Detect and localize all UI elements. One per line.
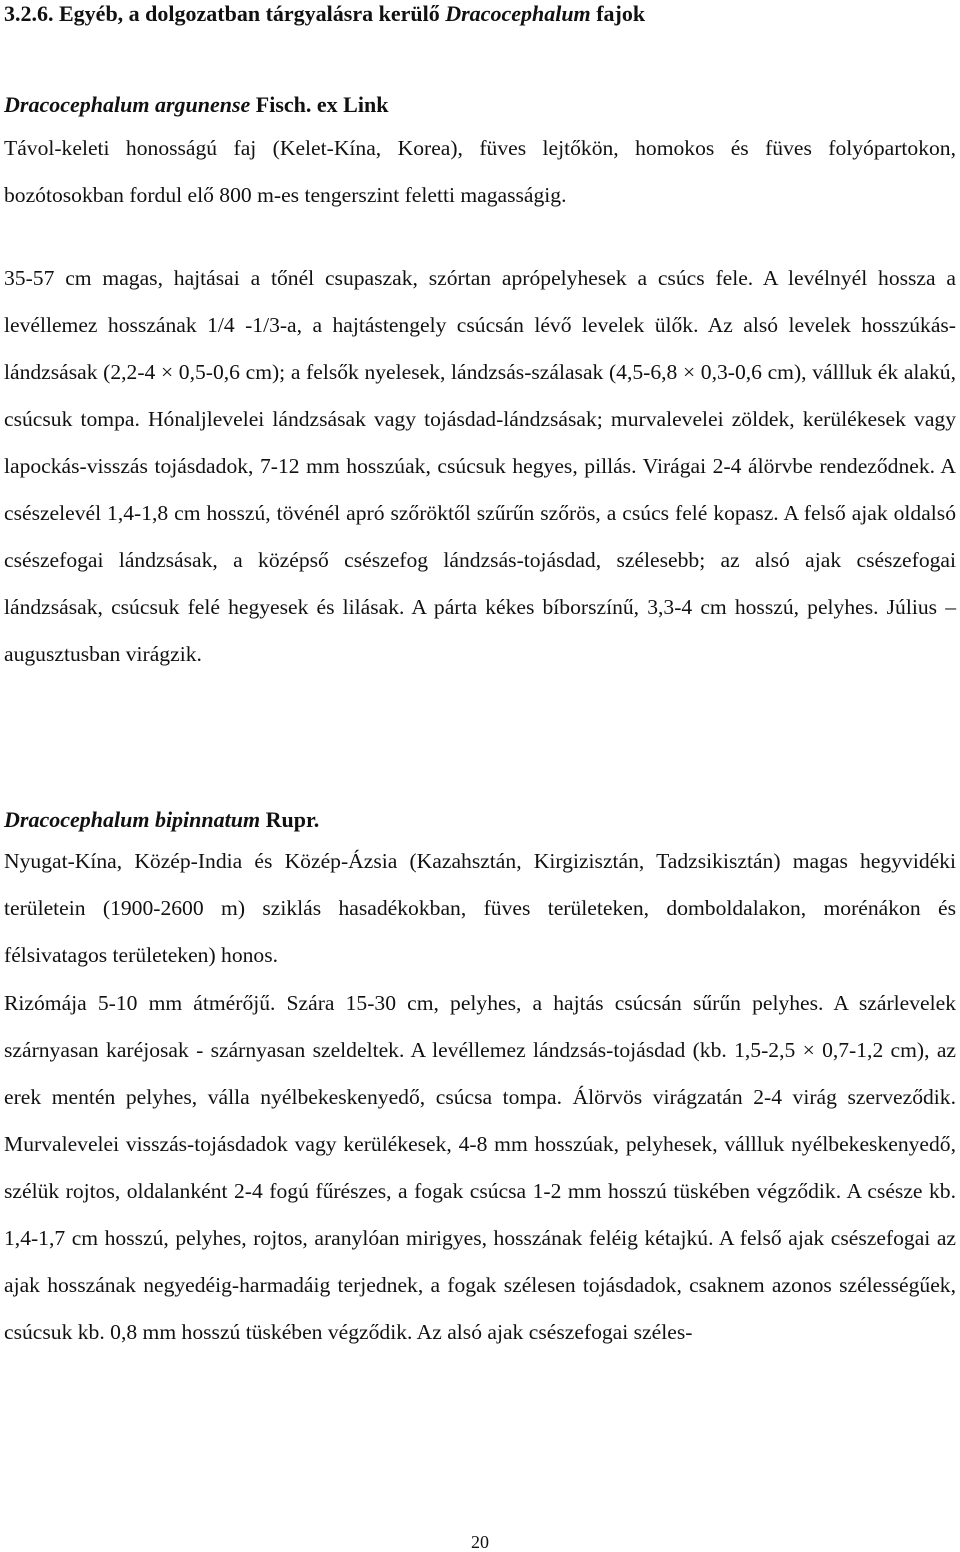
species-author: Fisch. ex Link: [255, 92, 389, 117]
species-title: [4, 806, 956, 834]
species-title: [4, 91, 956, 119]
page-number: 20: [471, 1532, 489, 1552]
species-latin-name: Dracocephalum bipinnatum: [4, 807, 261, 832]
species-author: Rupr.: [265, 807, 320, 832]
heading-number: 3.2.6.: [4, 1, 54, 26]
section-heading: [4, 0, 956, 28]
species-latin-name: Dracocephalum argunense: [4, 92, 251, 117]
paragraph-distribution: Nyugat-Kína, Közép-India és Közép-Ázsia (Kazahsztán, Kirgizisztán, Tadzsikisztán) magas hegyvidéki területein (1900-2600 m) sziklás hasadékokban, füves területeken, domboldalakon, morénákon és félsivatagos területeken) honos.: [4, 849, 956, 967]
paragraph-description: 35-57 cm magas, hajtásai a tőnél csupaszak, szórtan aprópelyhesek a csúcs fele. A levélnyél hossza a levéllemez hosszának 1/4 -1/3-a, a hajtástengely csúcsán lévő levelek ülők. Az alsó levelek hosszúkás-lándzsásak (2,2-4 × 0,5-0,6 cm); a felsők nyelesek, lándzsás-szálasak (4,5-6,8 × 0,3-0,6 cm), vállluk ék alakú, csúcsuk tompa. Hónaljlevelei lándzsásak vagy tojásdad-lándzsásak; murvalevelei zöldek, kerülékesek vagy lapockás-visszás tojásdadok, 7-12 mm hosszúak, csúcsuk hegyes, pillás. Virágai 2-4 álörvbe rendeződnek. A csészelevél 1,4-1,8 cm hosszú, tövénél apró szőröktől szűrűn szőrös, a csúcs felé kopasz. A felső ajak oldalsó csészefogai lándzsásak, a középső csészefog lándzsás-tojásdad, szélesebb; az alsó ajak csészefogai lándzsásak, csúcsuk felé hegyesek és lilásak. A párta kékes bíborszínű, 3,3-4 cm hosszú, pelyhes. Július – augusztusban virágzik.: [4, 266, 956, 666]
heading-text: Egyéb, a dolgozatban tárgyalásra kerülő: [59, 1, 440, 26]
paragraph-description: Rizómája 5-10 mm átmérőjű. Szára 15-30 cm, pelyhes, a hajtás csúcsán sűrűn pelyhes. A szárlevelek szárnyasan karéjosak - szárnyasan szeldeltek. A levéllemez lándzsás-tojásdad (kb. 1,5-2,5 × 0,7-1,2 cm), az erek mentén pelyhes, válla nyélbekeskenyedő, csúcsa tompa. Álörvös virágzatán 2-4 virág szerveződik. Murvalevelei visszás-tojásdadok vagy kerülékesek, 4-8 mm hosszúak, pelyhesek, vállluk nyélbekeskenyedő, szélük rojtos, oldalanként 2-4 fogú fűrészes, a fogak csúcsa 1-2 mm hosszú tüskében végződik. A csésze kb. 1,4-1,7 cm hosszú, pelyhes, rojtos, aranylóan mirigyes, hosszának feléig kétajkú. A felső ajak csészefogai az ajak hosszának negyedéig-harmadáig terjednek, a fogak szélesen tojásdadok, csaknem azonos szélességűek, csúcsuk kb. 0,8 mm hosszú tüskében végződik. Az alsó ajak csészefogai széles-: [4, 991, 956, 1344]
heading-latin: Dracocephalum: [445, 1, 591, 26]
paragraph-distribution: Távol-keleti honosságú faj (Kelet-Kína, Korea), füves lejtőkön, homokos és füves folyópartokon, bozótosokban fordul elő 800 m-es tengerszint feletti magasságig.: [4, 136, 956, 207]
heading-text-after: fajok: [596, 1, 646, 26]
